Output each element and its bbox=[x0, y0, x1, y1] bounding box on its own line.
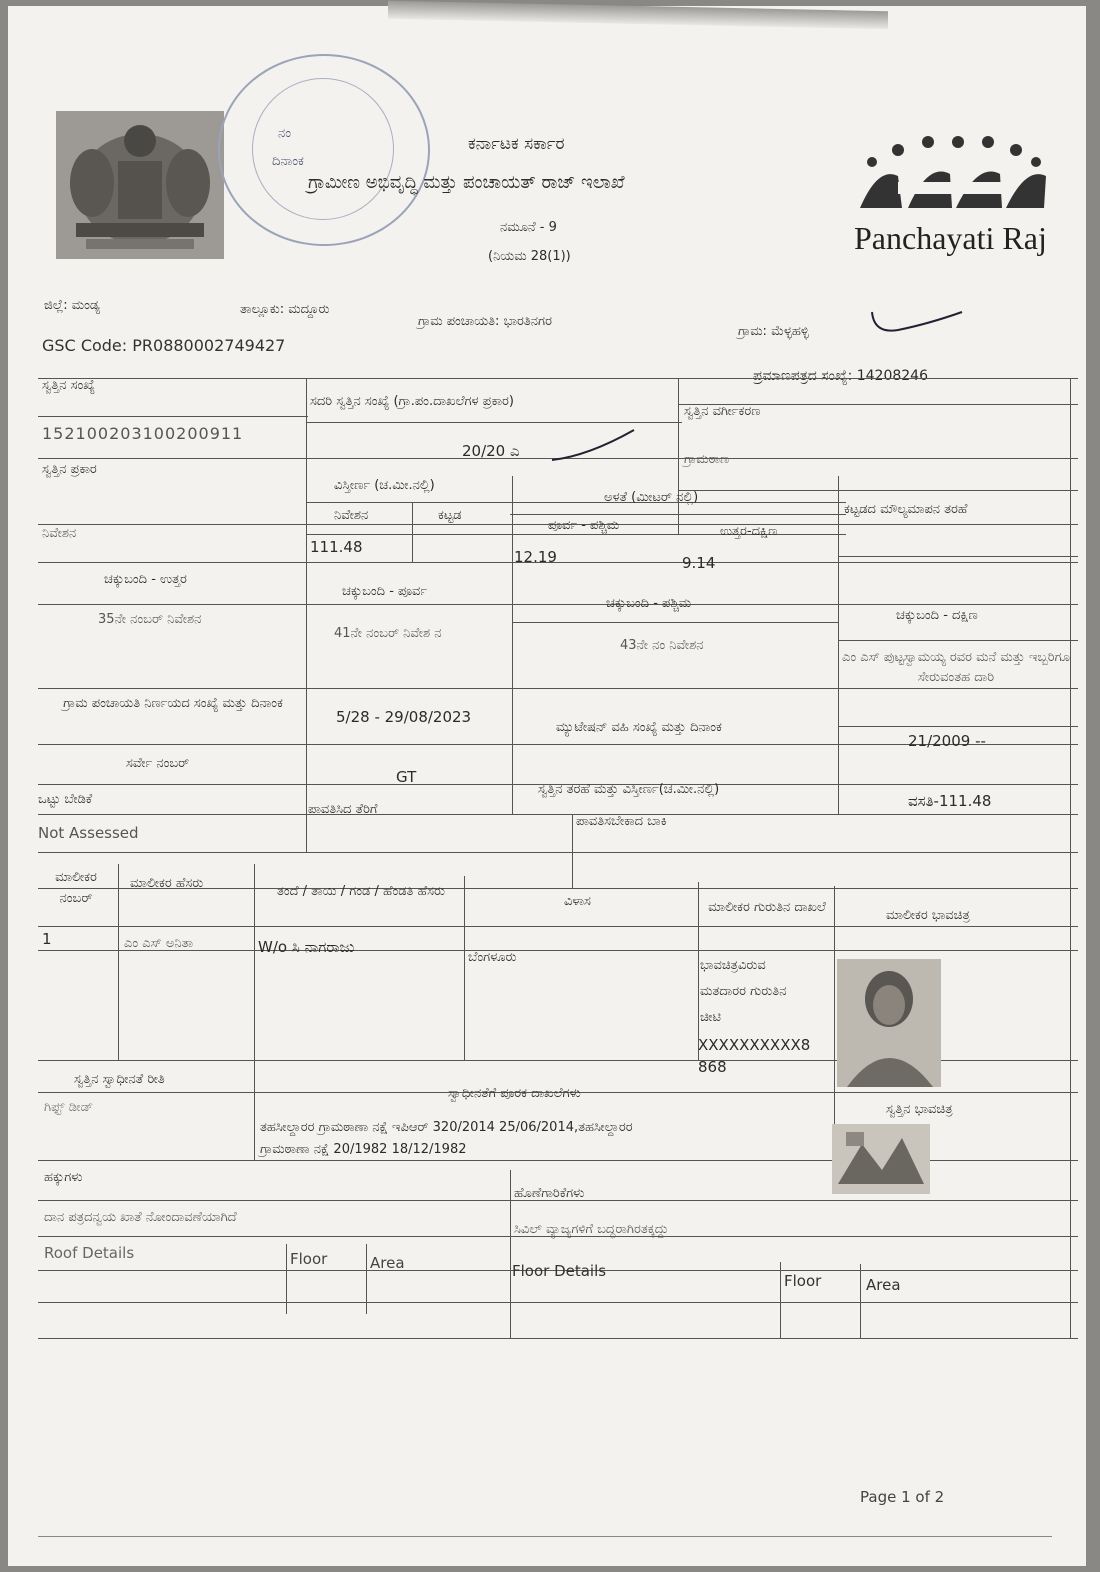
owner-id-header: ಮಾಲೀಕರ ಗುರುತಿನ ದಾಖಲೆ bbox=[708, 900, 826, 915]
dimensions-label: ಅಳತೆ (ಮೀಟರ್ ನಲ್ಲಿ) bbox=[604, 490, 699, 505]
signature-mark bbox=[868, 304, 968, 340]
owner-id-line4: XXXXXXXXXX8 bbox=[698, 1036, 811, 1054]
floor-details-label: Floor Details bbox=[512, 1262, 607, 1280]
stamp-date-label: ದಿನಾಂಕ bbox=[272, 154, 304, 169]
liabilities-value: ಸಿವಿಲ್ ವ್ಯಾಜ್ಯಗಳಿಗೆ ಬದ್ಧರಾಗಿರತಕ್ಕದ್ದು bbox=[514, 1222, 669, 1237]
district-label: ಜಿಲ್ಲೆ: ಮಂಡ್ಯ bbox=[44, 298, 100, 313]
owner-address-header: ವಿಳಾಸ bbox=[564, 894, 591, 909]
north-south-label: ಉತ್ತರ-ದಕ್ಷಿಣ bbox=[720, 524, 778, 539]
govt-title: ಕರ್ನಾಟಕ ಸರ್ಕಾರ bbox=[468, 134, 565, 154]
roof-area-label: Area bbox=[370, 1254, 405, 1272]
village-label: ಗ್ರಾಮ: ಮೆಳ್ಳಹಳ್ಳಿ bbox=[738, 324, 809, 339]
survey-number-label: ಸರ್ವೇ ನಂಬರ್ bbox=[126, 756, 190, 771]
site-area-value: 111.48 bbox=[310, 538, 363, 556]
sadar-property-value: 20/20 ಎ bbox=[462, 442, 520, 460]
owner-id-line5: 868 bbox=[698, 1058, 727, 1076]
acquisition-mode-value: ಗಿಫ್ಟ್ ಡೀಡ್ bbox=[44, 1100, 94, 1115]
total-demand-value: Not Assessed bbox=[38, 824, 139, 842]
owner-photo-header: ಮಾಲೀಕರ ಭಾವಚಿತ್ರ bbox=[886, 908, 970, 923]
acquisition-mode-label: ಸ್ವತ್ತಿನ ಸ್ವಾಧೀನತೆ ರೀತಿ bbox=[74, 1072, 165, 1087]
rule-number: (ನಿಯಮ 28(1)) bbox=[488, 249, 571, 264]
owner-id-line2: ಮತದಾರರ ಗುರುತಿನ bbox=[700, 984, 787, 999]
property-type-value: ನಿವೇಶನ bbox=[42, 526, 77, 541]
property-number-value: 152100203100200911 bbox=[42, 424, 244, 443]
page-number: Page 1 of 2 bbox=[860, 1488, 945, 1506]
certificate-number: ಪ್ರಮಾಣಪತ್ರದ ಸಂಖ್ಯೆ: 14208246 bbox=[753, 368, 928, 384]
form-number: ನಮೂನೆ - 9 bbox=[500, 220, 557, 235]
valuation-label: ಕಟ್ಟಡದ ಮೌಲ್ಯಮಾಪನ ತರಹೆ bbox=[844, 502, 968, 517]
owner-id-line1: ಭಾವಚಿತ್ರವಿರುವ bbox=[700, 958, 766, 973]
document-page bbox=[8, 6, 1086, 1566]
floor-area-label: Area bbox=[866, 1276, 901, 1294]
supporting-docs-line1: ತಹಸೀಲ್ದಾರರ ಗ್ರಾಮಠಾಣಾ ನಕ್ಷೆ ಇಪಿಆರ್ 320/2014 25/06/2014,ತಹಸೀಲ್ದಾರರ bbox=[260, 1120, 633, 1135]
owner-name-value: ಎಂ ಎಸ್ ಅನಿತಾ bbox=[124, 936, 194, 951]
sadar-property-label: ಸದರಿ ಸ್ವತ್ತಿನ ಸಂಖ್ಯೆ (ಗ್ರಾ.ಪಂ.ದಾಖಲೆಗಳ ಪ್ರಕಾರ) bbox=[310, 394, 514, 409]
owner-address-value: ಬೆಂಗಳೂರು bbox=[468, 950, 517, 965]
property-photo bbox=[832, 1124, 930, 1194]
balance-tax-label: ಪಾವತಿಸಬೇಕಾದ ಬಾಕಿ bbox=[576, 814, 667, 829]
panchayati-raj-logo-icon bbox=[858, 136, 1048, 216]
roof-floor-label: Floor bbox=[290, 1250, 328, 1268]
rights-value: ದಾನ ಪತ್ರದನ್ವಯ ಖಾತೆ ನೋಂದಾವಣೆಯಾಗಿದೆ bbox=[44, 1210, 237, 1225]
north-boundary-label: ಚಕ್ಕುಬಂದಿ - ಉತ್ತರ bbox=[104, 572, 187, 587]
karnataka-emblem-icon bbox=[56, 111, 224, 259]
supporting-docs-label: ಸ್ವಾಧೀನತೆಗೆ ಪೂರಕ ದಾಖಲೆಗಳು bbox=[448, 1086, 581, 1101]
mutation-label: ಮ್ಯುಟೇಷನ್ ವಹಿ ಸಂಖ್ಯೆ ಮತ್ತು ದಿನಾಂಕ bbox=[556, 720, 722, 735]
east-west-value: 12.19 bbox=[514, 548, 557, 566]
east-boundary-label: ಚಕ್ಕುಬಂದಿ - ಪೂರ್ವ bbox=[342, 584, 428, 599]
gp-decision-label: ಗ್ರಾಮ ಪಂಚಾಯತಿ ನಿರ್ಣಯದ ಸಂಖ್ಯೆ ಮತ್ತು ದಿನಾಂಕ bbox=[63, 696, 283, 711]
owner-name-header: ಮಾಲೀಕರ ಹೆಸರು bbox=[130, 876, 204, 891]
building-area-label: ಕಟ್ಟಡ bbox=[438, 508, 462, 523]
survey-number-value: GT bbox=[396, 768, 417, 786]
supporting-docs-line2: ಗ್ರಾಮಠಾಣಾ ನಕ್ಷೆ 20/1982 18/12/1982 bbox=[260, 1142, 467, 1157]
classification-value: ಗ್ರಾಮಠಾಣ bbox=[684, 452, 730, 467]
north-boundary-value: 35ನೇ ನಂಬರ್ ನಿವೇಶನ bbox=[98, 612, 202, 627]
gp-decision-value: 5/28 - 29/08/2023 bbox=[336, 708, 472, 726]
property-number-label: ಸ್ವತ್ತಿನ ಸಂಖ್ಯೆ bbox=[42, 378, 96, 393]
area-label: ವಿಸ್ತೀರ್ಣ (ಚ.ಮೀ.ನಲ್ಲಿ) bbox=[334, 478, 435, 493]
property-type-area-label: ಸ್ವತ್ತಿನ ತರಹೆ ಮತ್ತು ವಿಸ್ತೀರ್ಣ(ಚ.ಮೀ.ನಲ್ಲಿ) bbox=[538, 782, 720, 797]
owner-number-header: ಮಾಲೀಕರ ನಂಬರ್ bbox=[55, 870, 97, 906]
floor-floor-label: Floor bbox=[784, 1272, 822, 1290]
east-west-label: ಪೂರ್ವ - ಪಶ್ಚಿಮ bbox=[548, 518, 620, 533]
taluk-label: ತಾಲ್ಲೂಕು: ಮದ್ದೂರು bbox=[240, 302, 330, 317]
west-boundary-label: ಚಕ್ಕುಬಂದಿ - ಪಶ್ಚಿಮ bbox=[606, 596, 692, 611]
paid-tax-label: ಪಾವತಿಸಿದ ತೆರಿಗೆ bbox=[308, 802, 378, 817]
mutation-value: 21/2009 -- bbox=[908, 732, 986, 750]
office-seal-stamp bbox=[218, 54, 430, 246]
paper-fold-shadow bbox=[388, 1, 888, 29]
gsc-code: GSC Code: PR0880002749427 bbox=[42, 336, 286, 355]
property-type-area-value: ವಸತಿ-111.48 bbox=[908, 792, 992, 810]
owner-relation-value: W/o ಸಿ ನಾಗರಾಜು bbox=[258, 938, 355, 956]
gp-label: ಗ್ರಾಮ ಪಂಚಾಯತಿ: ಭಾರತಿನಗರ bbox=[418, 314, 552, 329]
east-boundary-value: 41ನೇ ನಂಬರ್ ನಿವೇಶ ನ bbox=[334, 626, 442, 641]
owner-id-line3: ಚೀಟಿ bbox=[700, 1010, 721, 1025]
total-demand-label: ಒಟ್ಟು ಬೇಡಿಕೆ bbox=[38, 792, 93, 807]
rights-label: ಹಕ್ಕುಗಳು bbox=[44, 1170, 83, 1185]
owner-photo bbox=[837, 959, 941, 1087]
north-south-value: 9.14 bbox=[682, 554, 716, 572]
owner-relation-header: ತಂದೆ / ತಾಯಿ / ಗಂಡ / ಹೆಂಡತಿ ಹೆಸರು bbox=[276, 884, 446, 899]
site-area-label: ನಿವೇಶನ bbox=[334, 508, 369, 523]
department-title: ಗ್ರಾಮೀಣ ಅಭಿವೃದ್ಧಿ ಮತ್ತು ಪಂಚಾಯತ್ ರಾಜ್ ಇಲಾಖೆ bbox=[308, 172, 625, 193]
owner-number-value: 1 bbox=[42, 930, 52, 948]
roof-details-label: Roof Details bbox=[44, 1244, 135, 1262]
south-boundary-value: ಎಂ ಎಸ್ ಪುಟ್ಟಸ್ವಾಮಯ್ಯ ರವರ ಮನೆ ಮತ್ತು ಇಬ್ಬರಿಗೂ ಸೇರುವಂತಹ ದಾರಿ bbox=[842, 650, 1070, 686]
west-boundary-value: 43ನೇ ನಂ ನಿವೇಶನ bbox=[620, 638, 704, 653]
panchayati-raj-logo-text: Panchayati Raj bbox=[854, 220, 1047, 256]
property-type-label: ಸ್ವತ್ತಿನ ಪ್ರಕಾರ bbox=[42, 462, 97, 477]
property-photo-label: ಸ್ವತ್ತಿನ ಭಾವಚಿತ್ರ bbox=[886, 1102, 953, 1117]
liabilities-label: ಹೊಣೆಗಾರಿಕೆಗಳು bbox=[514, 1186, 585, 1201]
classification-label: ಸ್ವತ್ತಿನ ವರ್ಗೀಕರಣ bbox=[684, 404, 761, 419]
south-boundary-label: ಚಕ್ಕುಬಂದಿ - ದಕ್ಷಿಣ bbox=[896, 608, 978, 623]
stamp-number-label: ನಂ bbox=[278, 126, 291, 141]
pen-stroke-mark bbox=[548, 426, 638, 466]
